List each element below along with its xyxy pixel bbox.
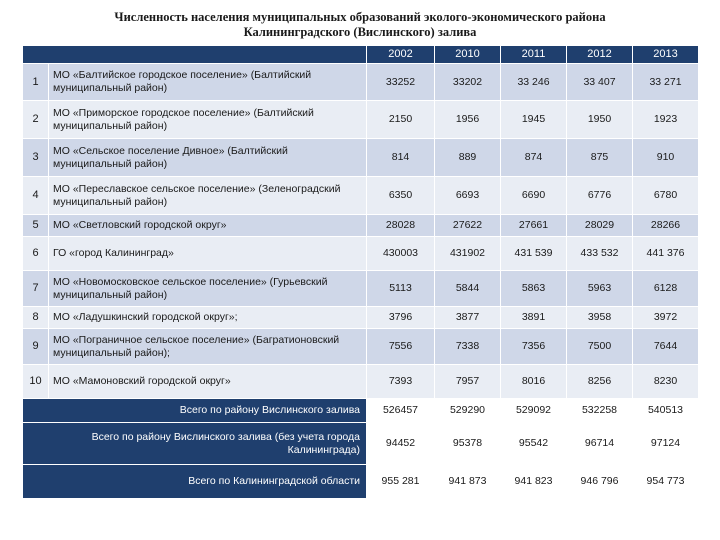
table-row — [23, 329, 699, 365]
total-value: 94452 — [367, 423, 435, 465]
title-line-2: Калининградского (Вислинского) залива — [243, 25, 477, 39]
population-value: 7500 — [567, 329, 633, 365]
total-value: 941 873 — [435, 465, 501, 499]
table-row — [23, 271, 699, 307]
total-row — [23, 465, 699, 499]
total-row — [23, 399, 699, 423]
population-value: 7957 — [435, 365, 501, 399]
population-value: 3877 — [435, 307, 501, 329]
total-value: 532258 — [567, 399, 633, 423]
population-value: 3958 — [567, 307, 633, 329]
row-index: 2 — [23, 101, 49, 139]
population-value: 8230 — [633, 365, 699, 399]
total-value: 529290 — [435, 399, 501, 423]
population-value: 430003 — [367, 237, 435, 271]
population-value: 5844 — [435, 271, 501, 307]
title-line-1: Численность населения муниципальных образований эколого-экономического района — [114, 10, 606, 24]
table-row — [23, 307, 699, 329]
municipality-name: МО «Светловский городской округ» — [49, 215, 367, 237]
total-value: 95542 — [501, 423, 567, 465]
population-value: 33252 — [367, 64, 435, 101]
row-index: 5 — [23, 215, 49, 237]
population-value: 27661 — [501, 215, 567, 237]
population-value: 7393 — [367, 365, 435, 399]
total-label: Всего по району Вислинского залива (без учета города Калининграда) — [23, 423, 367, 465]
population-value: 1923 — [633, 101, 699, 139]
table-row — [23, 365, 699, 399]
municipality-name: МО «Новомосковское сельское поселение» (Гурьевский муниципальный район) — [49, 271, 367, 307]
municipality-name: МО «Балтийское городское поселение» (Балтийский муниципальный район) — [49, 64, 367, 101]
year-header: 2012 — [567, 46, 633, 64]
population-value: 6128 — [633, 271, 699, 307]
row-index: 9 — [23, 329, 49, 365]
year-header: 2013 — [633, 46, 699, 64]
population-value: 7644 — [633, 329, 699, 365]
population-value: 7356 — [501, 329, 567, 365]
total-label: Всего по Калининградской области — [23, 465, 367, 499]
population-value: 431902 — [435, 237, 501, 271]
row-index: 4 — [23, 177, 49, 215]
year-header: 2002 — [367, 46, 435, 64]
row-index: 6 — [23, 237, 49, 271]
population-value: 1956 — [435, 101, 501, 139]
population-value: 875 — [567, 139, 633, 177]
year-header: 2010 — [435, 46, 501, 64]
row-index: 7 — [23, 271, 49, 307]
population-value: 433 532 — [567, 237, 633, 271]
population-value: 6780 — [633, 177, 699, 215]
population-value: 6690 — [501, 177, 567, 215]
population-value: 1950 — [567, 101, 633, 139]
table-row — [23, 139, 699, 177]
municipality-name: МО «Сельское поселение Дивное» (Балтийский муниципальный район) — [49, 139, 367, 177]
population-value: 874 — [501, 139, 567, 177]
total-value: 95378 — [435, 423, 501, 465]
population-value: 7338 — [435, 329, 501, 365]
total-value: 96714 — [567, 423, 633, 465]
row-index: 3 — [23, 139, 49, 177]
table-row — [23, 64, 699, 101]
population-value: 6776 — [567, 177, 633, 215]
row-index: 8 — [23, 307, 49, 329]
population-value: 814 — [367, 139, 435, 177]
municipality-name: МО «Переславское сельское поселение» (Зеленоградский муниципальный район) — [49, 177, 367, 215]
table-row — [23, 177, 699, 215]
population-value: 27622 — [435, 215, 501, 237]
total-row — [23, 423, 699, 465]
population-value: 8256 — [567, 365, 633, 399]
total-value: 955 281 — [367, 465, 435, 499]
population-value: 431 539 — [501, 237, 567, 271]
year-header: 2011 — [501, 46, 567, 64]
population-value: 33 246 — [501, 64, 567, 101]
total-value: 954 773 — [633, 465, 699, 499]
population-value: 8016 — [501, 365, 567, 399]
municipality-name: МО «Ладушкинский городской округ»; — [49, 307, 367, 329]
municipality-name: МО «Мамоновский городской округ» — [49, 365, 367, 399]
population-value: 28029 — [567, 215, 633, 237]
population-value: 5863 — [501, 271, 567, 307]
population-value: 7556 — [367, 329, 435, 365]
total-value: 529092 — [501, 399, 567, 423]
total-value: 540513 — [633, 399, 699, 423]
population-value: 6693 — [435, 177, 501, 215]
population-value: 28028 — [367, 215, 435, 237]
population-value: 33202 — [435, 64, 501, 101]
total-value: 946 796 — [567, 465, 633, 499]
header-blank — [23, 46, 367, 64]
table-row — [23, 237, 699, 271]
population-value: 6350 — [367, 177, 435, 215]
page-title — [0, 10, 720, 40]
population-value: 33 271 — [633, 64, 699, 101]
population-value: 33 407 — [567, 64, 633, 101]
population-value: 3796 — [367, 307, 435, 329]
population-value: 3891 — [501, 307, 567, 329]
municipality-name: МО «Приморское городское поселение» (Балтийский муниципальный район) — [49, 101, 367, 139]
table-row — [23, 215, 699, 237]
municipality-name: МО «Пограничное сельское поселение» (Багратионовский муниципальный район); — [49, 329, 367, 365]
row-index: 1 — [23, 64, 49, 101]
row-index: 10 — [23, 365, 49, 399]
population-value: 910 — [633, 139, 699, 177]
population-value: 889 — [435, 139, 501, 177]
population-value: 3972 — [633, 307, 699, 329]
population-value: 5113 — [367, 271, 435, 307]
population-value: 1945 — [501, 101, 567, 139]
municipality-name: ГО «город Калининград» — [49, 237, 367, 271]
header-row — [23, 46, 699, 64]
population-value: 441 376 — [633, 237, 699, 271]
population-table — [22, 45, 699, 499]
table-row — [23, 101, 699, 139]
population-value: 5963 — [567, 271, 633, 307]
total-value: 941 823 — [501, 465, 567, 499]
total-label: Всего по району Вислинского залива — [23, 399, 367, 423]
population-value: 28266 — [633, 215, 699, 237]
total-value: 526457 — [367, 399, 435, 423]
population-value: 2150 — [367, 101, 435, 139]
total-value: 97124 — [633, 423, 699, 465]
